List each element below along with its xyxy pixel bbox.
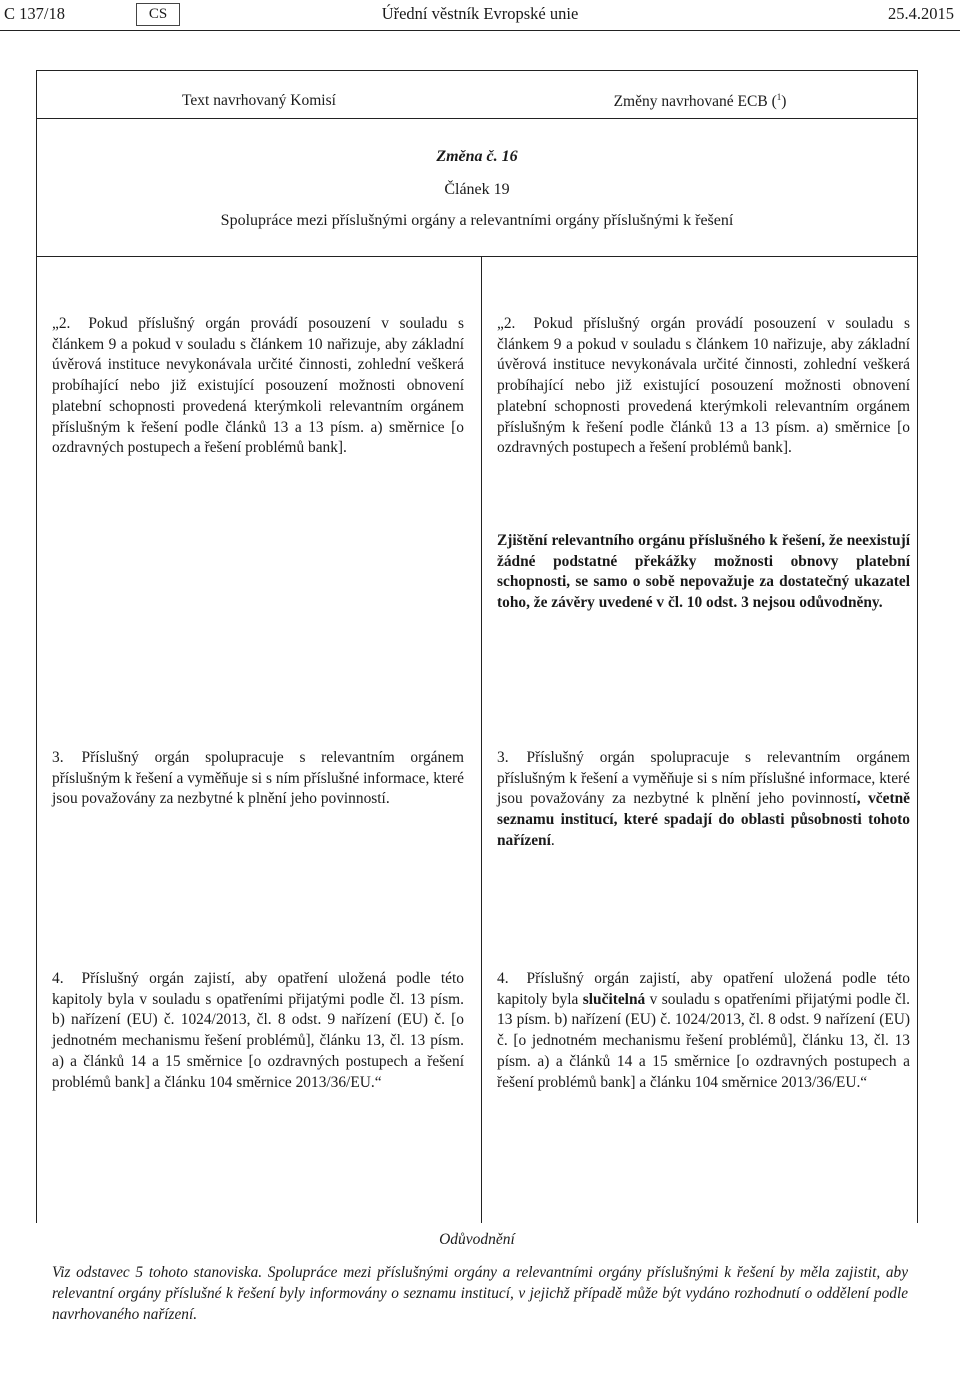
paragraph-text: Příslušný orgán spolupracuje s relevantním orgánem příslušným k řešení a vyměňuje si s ním příslušné informace, které jsou považovány za nezbytné k plnění jeho povinností.: [52, 749, 464, 808]
article-number: Článek 19: [444, 181, 510, 198]
language-badge: CS: [136, 3, 180, 26]
header-divider: [0, 30, 960, 31]
paragraph-text: Pokud příslušný orgán provádí posouzení v souladu s článkem 9 a pokud v souladu s článkem 10 nařizuje, aby základní úvěrová instituce nevykonávala určité činnosti, zohlední veškerá probíhající nebo již existující posouzení možnosti obnovení platební schopnosti provedená kterýmkoli relevantním orgánem příslušným k řešení podle článků 13 a 13 písm. a) směrnice [o ozdravných postupech a řešení problémů bank].: [497, 315, 910, 457]
column-divider: [481, 256, 482, 1223]
added-text: , včetně seznamu institucí, které spadají do oblasti působnosti tohoto nařízení: [497, 790, 910, 849]
column-header-divider: [36, 118, 918, 119]
justification-title: Odůvodnění: [439, 1231, 515, 1248]
added-text: slučitelná: [582, 990, 646, 1008]
column-header-commission: Text navrhovaný Komisí: [182, 92, 336, 109]
journal-reference: C 137/18: [4, 4, 65, 23]
paragraph-3-ecb: [497, 748, 910, 852]
article-title: Spolupráce mezi příslušnými orgány a relevantními orgány příslušnými k řešení: [220, 212, 734, 229]
column-header-ecb-close: ): [781, 93, 787, 111]
paragraph-2-commission: [52, 314, 464, 459]
footnote-marker: 1: [776, 92, 782, 102]
paragraph-2-ecb: [497, 314, 910, 459]
paragraph-number: 3.: [497, 749, 509, 766]
paragraph-text: Příslušný orgán zajistí, aby opatření uložená podle této kapitoly byla v souladu s opatřeními přijatými podle čl. 13 písm. b) nařízení (EU) č. 1024/2013, čl. 8 odst. 9 nařízení (EU) č. [o jednotném mechanismu řešení problémů], článku 13, čl. 13 písm. a) a článků 14 a 15 směrnice [o ozdravných postupech a řešení problémů bank] a článku 104 směrnice 2013/36/EU.“: [52, 970, 464, 1091]
paragraph-3-commission: [52, 748, 464, 810]
column-header-ecb-text: Změny navrhované ECB (: [613, 93, 777, 111]
amendment-number: 16: [501, 148, 518, 165]
amendment-label: Změna č.: [436, 148, 498, 165]
paragraph-number: „2.: [497, 315, 516, 332]
amendment-heading: [36, 148, 918, 166]
paragraph-text: Příslušný orgán spolupracuje s relevantním orgánem příslušným k řešení a vyměňuje si s ním příslušné informace, které jsou považovány za nezbytné k plnění jeho povinností: [497, 749, 910, 808]
paragraph-text-cont: v souladu s opatřeními přijatými podle čl. 13 písm. b) nařízení (EU) č. 1024/2013, čl. 8 odst. 9 nařízení (EU) č. [o jednotném mechanismu řešení problémů], článku 13, čl. 13 písm. a) a článků 14 a 15 směrnice [o ozdravných postupech a řešení problémů bank] a článku 104 směrnice 2013/36/EU.“: [497, 990, 910, 1091]
paragraph-number: 4.: [497, 970, 509, 987]
paragraph-end: .: [550, 831, 555, 849]
publication-date: 25.4.2015: [888, 4, 954, 23]
paragraph-2-ecb-addition: [497, 531, 910, 614]
added-text: Zjištění relevantního orgánu příslušného k řešení, že neexistují žádné podstatné překážky možnosti obnovy platební schopnosti, se samo o sobě nepovažuje za dostatečný ukazatel toho, že závěry uvedené v čl. 10 odst. 3 nejsou odůvodněny.: [497, 532, 910, 612]
paragraph-number: 3.: [52, 749, 64, 766]
paragraph-text: Příslušný orgán zajistí, aby opatření uložená podle této kapitoly byla: [497, 970, 910, 1008]
paragraph-text: Pokud příslušný orgán provádí posouzení v souladu s článkem 9 a pokud v souladu s článkem 10 nařizuje, aby základní úvěrová instituce nevykonávala určité činnosti, zohlední veškerá probíhající nebo již existující posouzení možnosti obnovení platební schopnosti provedená kterýmkoli relevantním orgánem příslušným k řešení podle článků 13 a 13 písm. a) směrnice [o ozdravných postupech a řešení problémů bank].: [52, 315, 464, 457]
title-divider: [36, 256, 918, 257]
paragraph-4-ecb: [497, 969, 910, 1093]
justification-text: Viz odstavec 5 tohoto stanoviska. Spolupráce mezi příslušnými orgány a relevantními orgány příslušnými k řešení by měla zajistit, aby relevantní orgány příslušné k řešení byly informovány o seznamu institucí, v jejichž případě může být vydáno rozhodnutí o oddělení podle navrhovaného nařízení.: [52, 1264, 908, 1323]
journal-header: [0, 0, 960, 30]
journal-title: Úřední věstník Evropské unie: [381, 4, 579, 23]
paragraph-number: 4.: [52, 970, 64, 987]
column-header-ecb: [482, 92, 918, 111]
paragraph-4-commission: [52, 969, 464, 1093]
paragraph-number: „2.: [52, 315, 71, 332]
